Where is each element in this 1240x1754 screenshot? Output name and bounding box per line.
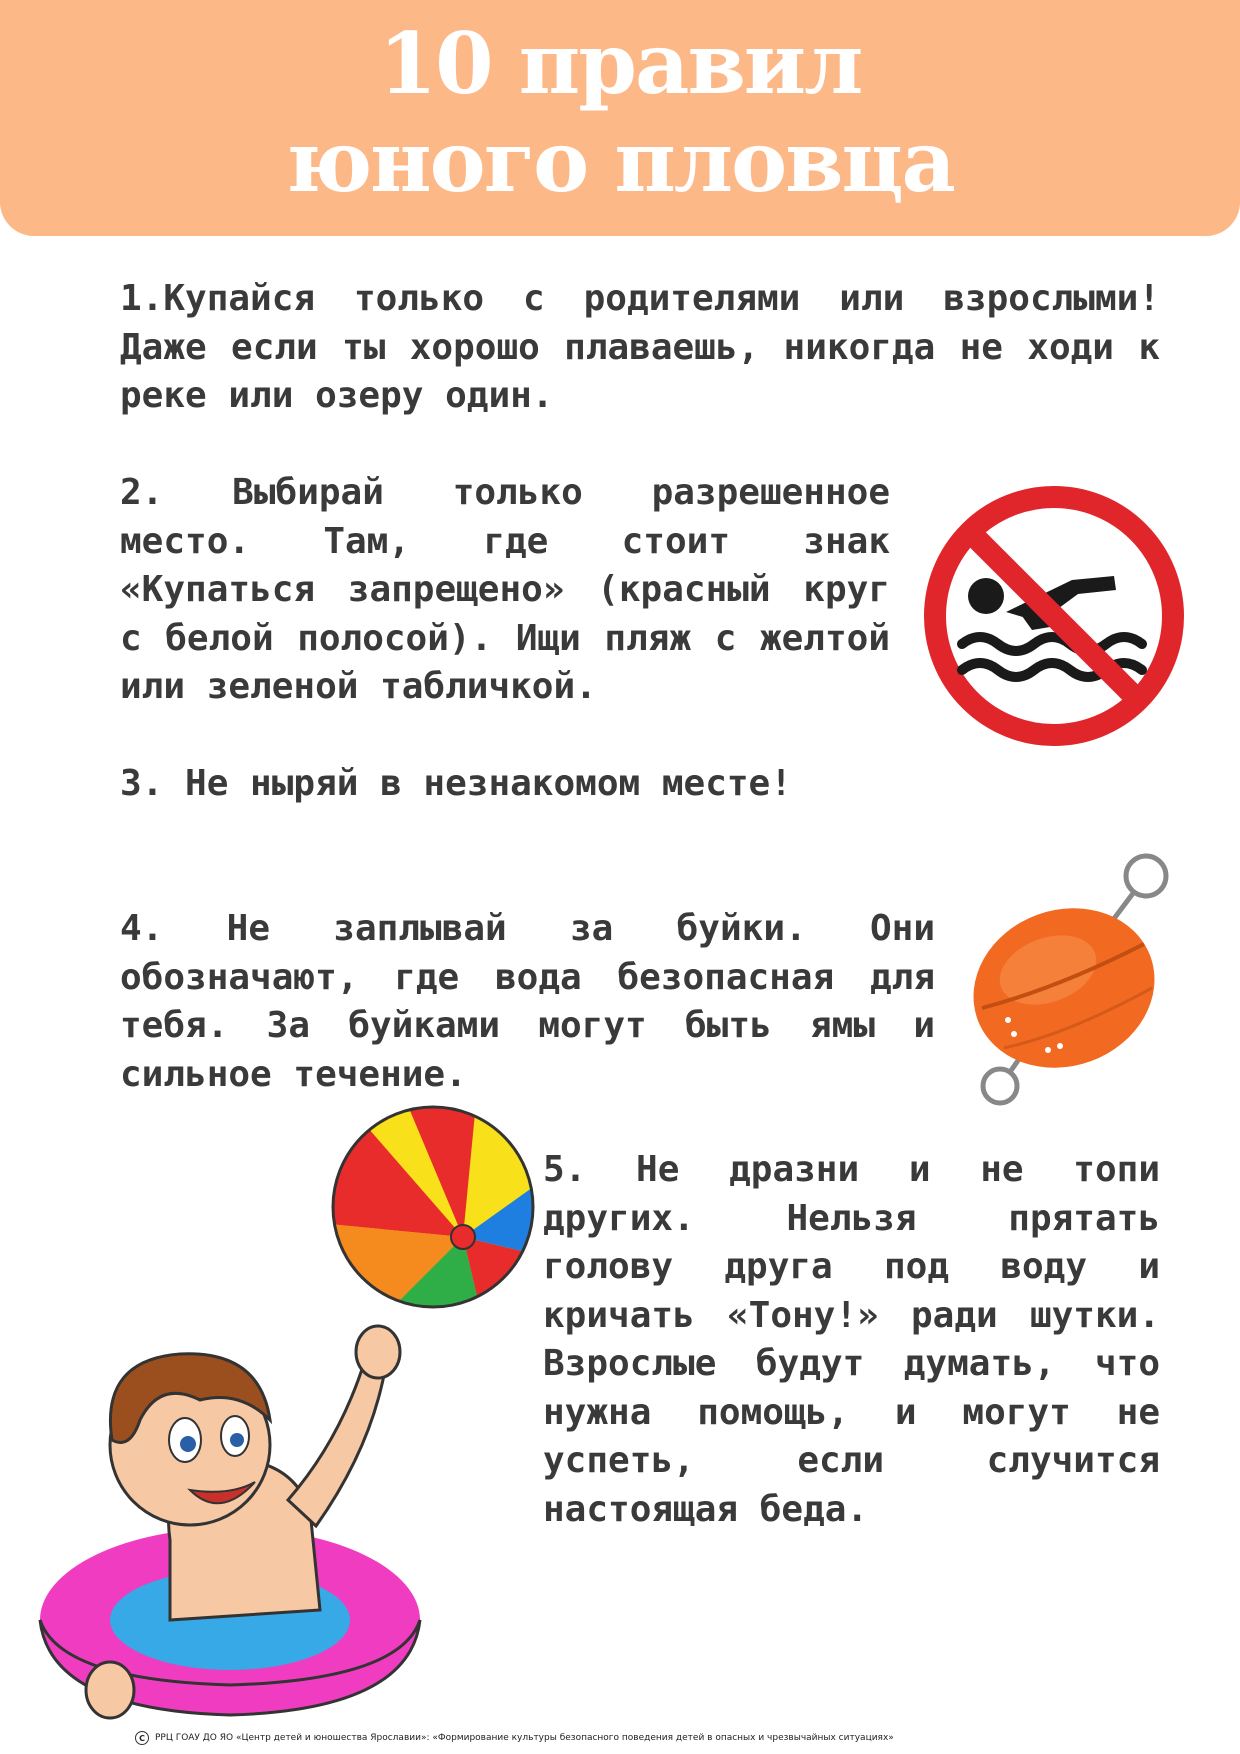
rule-2: 2. Выбирай только разрешенное место. Там, где стоит знак «Купаться запрещено» (красный круг с белой полосой). Ищи пляж с желтой или зеленой табличкой. <box>120 472 890 707</box>
rule-3: 3. Не ныряй в незнакомом месте! <box>120 763 792 804</box>
copyright-icon: C <box>135 1731 149 1745</box>
buoy-icon <box>948 848 1180 1114</box>
beach-ball-icon <box>328 1102 538 1312</box>
rule-4: 4. Не заплывай за буйки. Они обозначают, где вода безопасная для тебя. За буйками могут быть ямы и сильное течение. <box>120 908 935 1095</box>
rule-1: 1.Купайся только с родителями или взрослыми! Даже если ты хорошо плаваешь, никогда не ходи к реке или озеру один. <box>120 278 1160 416</box>
footer-text: РРЦ ГОАУ ДО ЯО «Центр детей и юношества Ярославии»: «Формирование культуры безопасного поведения детей в опасных и чрезвычайных ситуациях» <box>155 1733 894 1743</box>
header-banner <box>0 0 1240 236</box>
footer-credit <box>135 1730 894 1746</box>
no-swimming-sign-icon <box>922 484 1186 748</box>
page-title-line-1: 10 правил <box>378 14 862 113</box>
child-in-swim-ring-icon <box>20 1290 460 1730</box>
page-title-line-2: юного пловца <box>286 112 954 211</box>
rule-5: 5. Не дразни и не топи других. Нельзя прятать голову друга под воду и кричать «Тону!» ради шутки. Взрослые будут думать, что нужна помощь, и могут не успеть, если случится настоящая беда. <box>543 1149 1160 1530</box>
